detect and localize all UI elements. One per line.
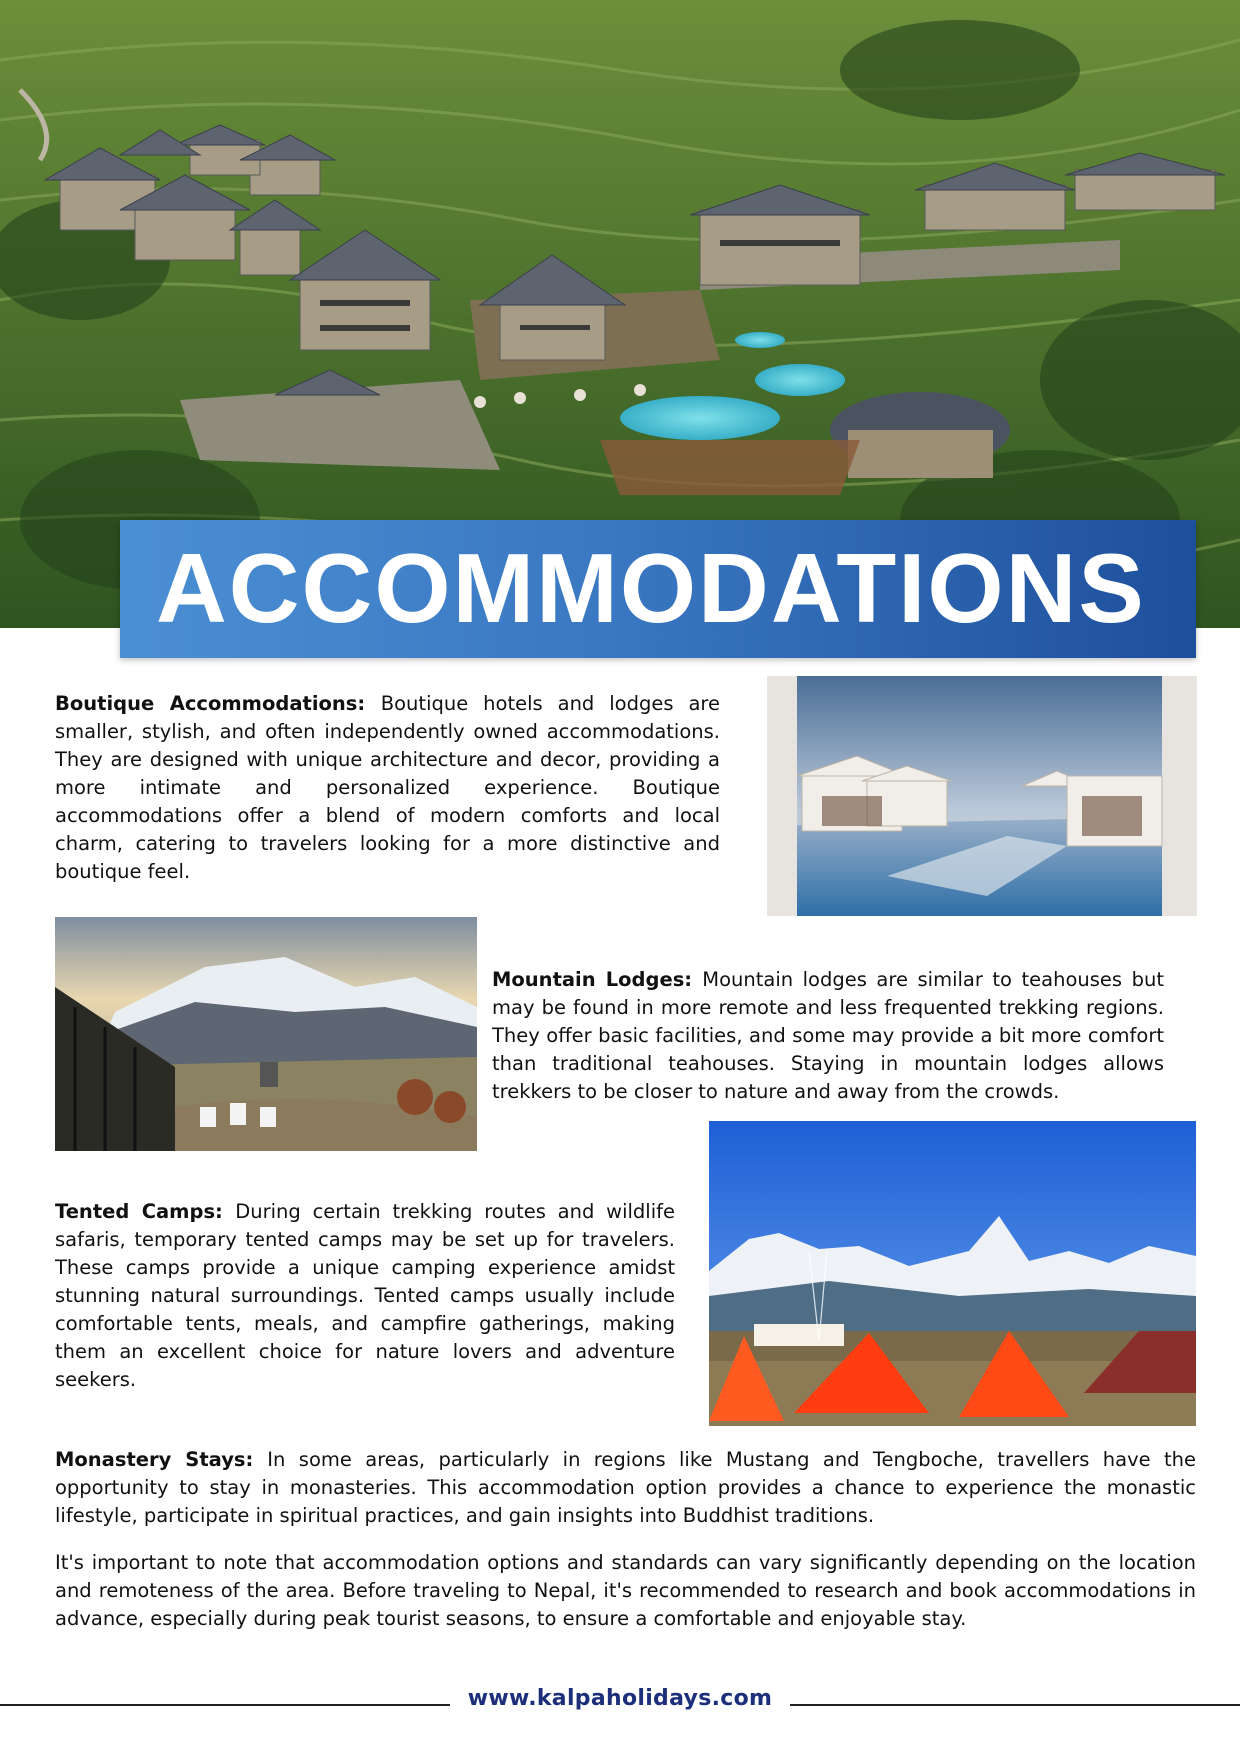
boutique-heading: Boutique Accommodations:: [55, 692, 381, 715]
mountain-lodge-photo: [55, 917, 477, 1151]
tented-paragraph: [55, 1198, 675, 1394]
footer-website-link[interactable]: www.kalpaholidays.com: [467, 1686, 773, 1711]
footer-divider-right: [790, 1704, 1240, 1706]
tented-camp-photo: [709, 1121, 1196, 1426]
note-body: It's important to note that accommodation options and standards can vary significantly depending on the location and remoteness of the area. Before traveling to Nepal, it's recommended to research and book accommodations in advance, especially during peak tourist seasons, to ensure a comfortable and enjoyable stay.: [55, 1551, 1196, 1630]
mountain-heading: Mountain Lodges:: [492, 968, 703, 991]
boutique-pool-photo: [767, 676, 1197, 916]
mountain-paragraph: [492, 966, 1164, 1106]
footer-divider-left: [0, 1704, 450, 1706]
mountain-body: Mountain lodges are similar to teahouses but may be found in more remote and less frequented trekking regions. They offer basic facilities, and some may provide a bit more comfort than traditional teahouses. Staying in mountain lodges allows trekkers to be closer to nature and away from the crowds.: [492, 968, 1164, 1103]
monastery-heading: Monastery Stays:: [55, 1448, 268, 1471]
boutique-body: Boutique hotels and lodges are smaller, stylish, and often independently owned accommodations. They are designed with unique architecture and decor, providing a more intimate and personalized experience. Boutique accommodations offer a blend of modern comforts and local charm, catering to travelers looking for a more distinctive and boutique feel.: [55, 692, 720, 883]
tented-heading: Tented Camps:: [55, 1200, 236, 1223]
monastery-paragraph: [55, 1446, 1196, 1530]
page-title: ACCOMMODATIONS: [156, 533, 1146, 643]
tented-body: During certain trekking routes and wildlife safaris, temporary tented camps may be set up for travelers. These camps provide a unique camping experience amidst stunning natural surroundings. Tented camps usually include comfortable tents, meals, and campfire gatherings, making them an excellent choice for nature lovers and adventure seekers.: [55, 1200, 676, 1391]
note-paragraph: [55, 1549, 1196, 1633]
monastery-body: In some areas, particularly in regions like Mustang and Tengboche, travellers have the opportunity to stay in monasteries. This accommodation option provides a chance to experience the monastic lifestyle, participate in spiritual practices, and gain insights into Buddhist traditions.: [55, 1448, 1196, 1527]
boutique-paragraph: [55, 690, 720, 886]
